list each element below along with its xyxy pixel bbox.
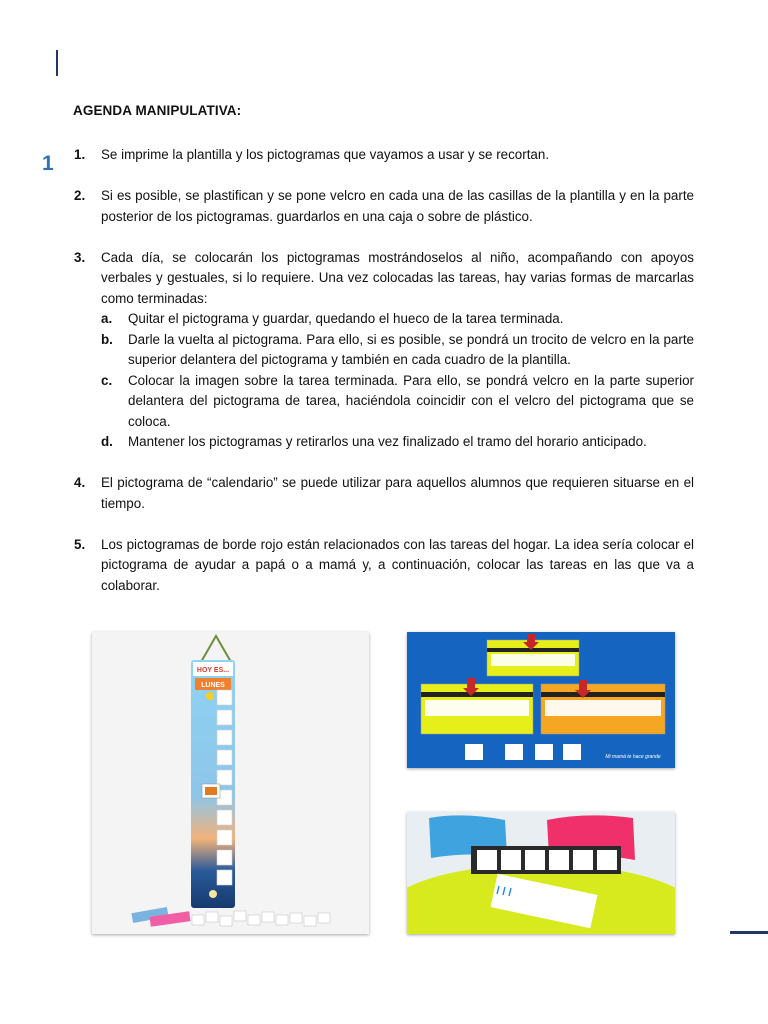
list-item: [74, 248, 694, 453]
banner-top-text: HOY ES...: [196, 667, 230, 674]
header-rule: [56, 50, 58, 76]
list-item: [74, 473, 694, 514]
banner-day-text: LUNES: [201, 682, 225, 689]
sub-list-item: [101, 371, 694, 433]
sub-list-item: [101, 330, 694, 371]
list-item: [74, 535, 694, 597]
photo-table-strip: [407, 812, 675, 934]
instructions-list: [74, 145, 694, 617]
list-item: [74, 186, 694, 227]
sub-item-text: Mantener los pictogramas y retirarlos una vez finalizado el tramo del horario anticipado.: [128, 434, 647, 449]
item-text: El pictograma de “calendario” se puede utilizar para aquellos alumnos que requieren situarse en el tiempo.: [101, 475, 694, 511]
page-number: 1: [42, 152, 54, 175]
photo-caption: Mi mamá te hace grande: [605, 754, 661, 760]
item-text: Cada día, se colocarán los pictogramas mostrándoselos al niño, acompañando con apoyos verbales y gestuales, si lo requiere. Una vez colocadas las tareas, hay varias formas de marcarlas como terminadas:: [101, 249, 694, 306]
photo-yellow-boards: [407, 632, 675, 768]
item-text: Los pictogramas de borde rojo están relacionados con las tareas del hogar. La idea sería colocar el pictograma de ayudar a papá o a mamá y, a continuación, colocar las tareas en las que va a colaborar.: [101, 536, 694, 593]
sub-item-letter: b.: [101, 331, 113, 347]
sub-list-item: [101, 309, 694, 330]
sub-item-letter: a.: [101, 311, 113, 326]
item-text: Si es posible, se plastifican y se pone velcro en cada una de las casillas de la plantilla y en la parte posterior de los pictogramas. guardarlos en una caja o sobre de plástico.: [101, 188, 694, 224]
photo-vertical-agenda: [92, 632, 369, 934]
footer-rule: [730, 931, 768, 934]
sub-item-letter: d.: [101, 434, 113, 449]
document-title: AGENDA MANIPULATIVA:: [73, 103, 242, 118]
sub-item-letter: c.: [101, 372, 113, 388]
item-number: 3.: [74, 249, 86, 265]
item-number: 1.: [74, 147, 86, 162]
item-number: 5.: [74, 536, 86, 552]
sub-item-text: Darle la vuelta al pictograma. Para ello, si es posible, se pondrá un trocito de velcro en la parte superior delantera del pictograma y también en cada cuadro de la plantilla.: [128, 331, 694, 367]
sub-item-text: Quitar el pictograma y guardar, quedando el hueco de la tarea terminada.: [128, 311, 564, 326]
item-text: Se imprime la plantilla y los pictogramas que vayamos a usar y se recortan.: [101, 147, 550, 162]
sub-list-item: [101, 432, 694, 453]
list-item: [74, 145, 694, 166]
item-number: 2.: [74, 188, 86, 203]
item-number: 4.: [74, 475, 86, 490]
sub-item-text: Colocar la imagen sobre la tarea terminada. Para ello, se pondrá velcro en la parte superior delantera del pictograma de tarea, haciéndola coincidir con el velcro del pictograma que se coloca.: [128, 372, 694, 429]
